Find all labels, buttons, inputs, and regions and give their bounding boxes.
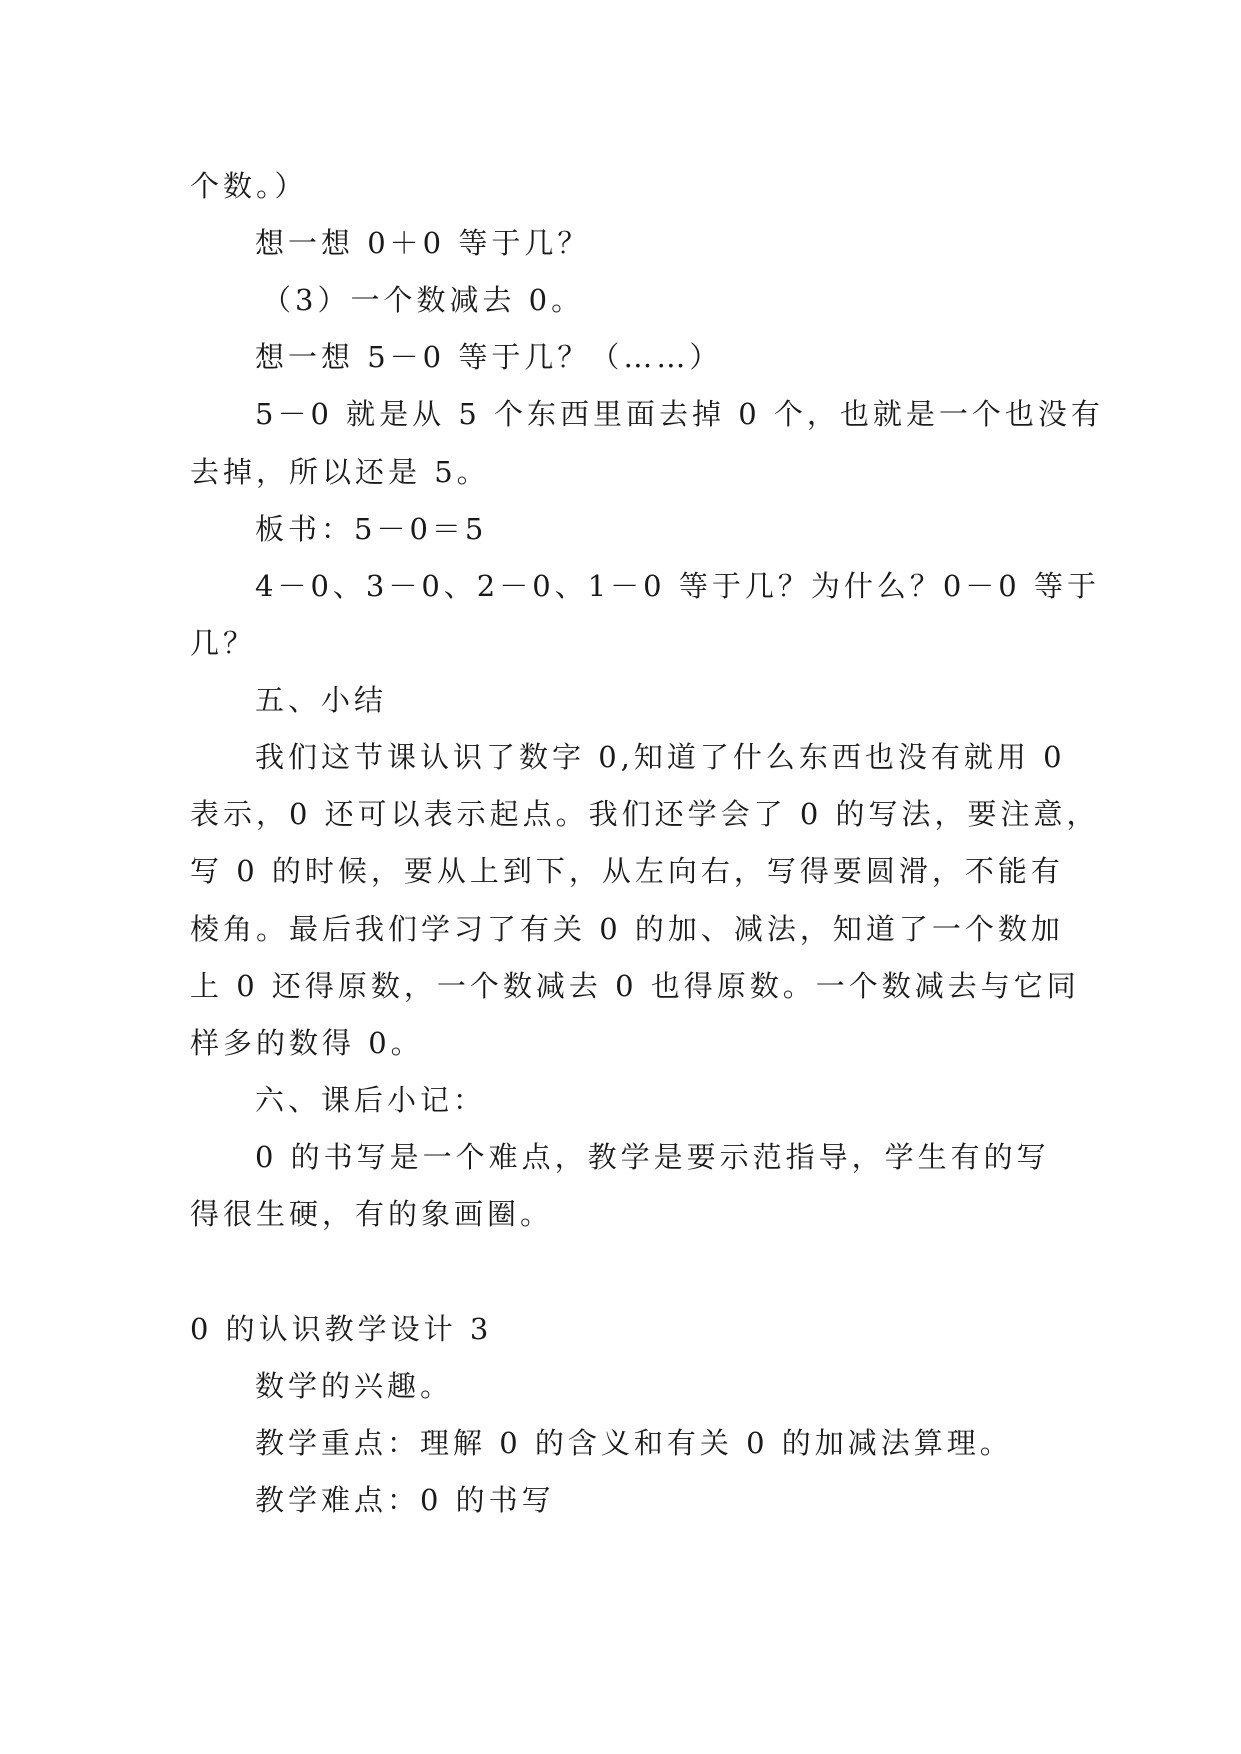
text-line: 得很生硬，有的象画圈。 bbox=[190, 1197, 554, 1231]
document-title: 0 的认识教学设计 3 bbox=[190, 1312, 493, 1346]
text-line: 去掉，所以还是 5。 bbox=[190, 455, 490, 489]
text-line: 我们这节课认识了数字 0,知道了什么东西也没有就用 0 bbox=[255, 740, 1066, 774]
text-line: 板书：5－0＝5 bbox=[255, 512, 488, 546]
text-line: 教学难点：0 的书写 bbox=[255, 1483, 555, 1517]
text-line: 样多的数得 0。 bbox=[190, 1026, 424, 1060]
text-line: 4－0、3－0、2－0、1－0 等于几？为什么？0－0 等于 bbox=[255, 569, 1100, 603]
text-line: 几？ bbox=[190, 626, 257, 660]
text-line: 写 0 的时候，要从上到下，从左向右，写得要圆滑，不能有 bbox=[190, 854, 1064, 888]
text-line: 5－0 就是从 5 个东西里面去掉 0 个，也就是一个也没有 bbox=[255, 397, 1104, 431]
section-heading: 六、课后小记： bbox=[255, 1083, 487, 1117]
text-line: 0 的书写是一个难点，教学是要示范指导，学生有的写 bbox=[255, 1140, 1050, 1174]
text-line: 表示，0 还可以表示起点。我们还学会了 0 的写法，要注意， bbox=[190, 797, 1100, 831]
text-line: （3）一个数减去 0。 bbox=[262, 283, 585, 317]
text-line: 个数。） bbox=[190, 169, 308, 203]
text-line: 想一想 5－0 等于几？（……） bbox=[255, 340, 723, 374]
text-line: 上 0 还得原数，一个数减去 0 也得原数。一个数减去与它同 bbox=[190, 969, 1080, 1003]
text-line: 想一想 0＋0 等于几？ bbox=[255, 226, 591, 260]
text-line: 数学的兴趣。 bbox=[255, 1369, 454, 1403]
text-line: 教学重点：理解 0 的含义和有关 0 的加减法算理。 bbox=[255, 1426, 1013, 1460]
text-line: 棱角。最后我们学习了有关 0 的加、减法，知道了一个数加 bbox=[190, 912, 1064, 946]
section-heading: 五、小结 bbox=[255, 683, 388, 717]
